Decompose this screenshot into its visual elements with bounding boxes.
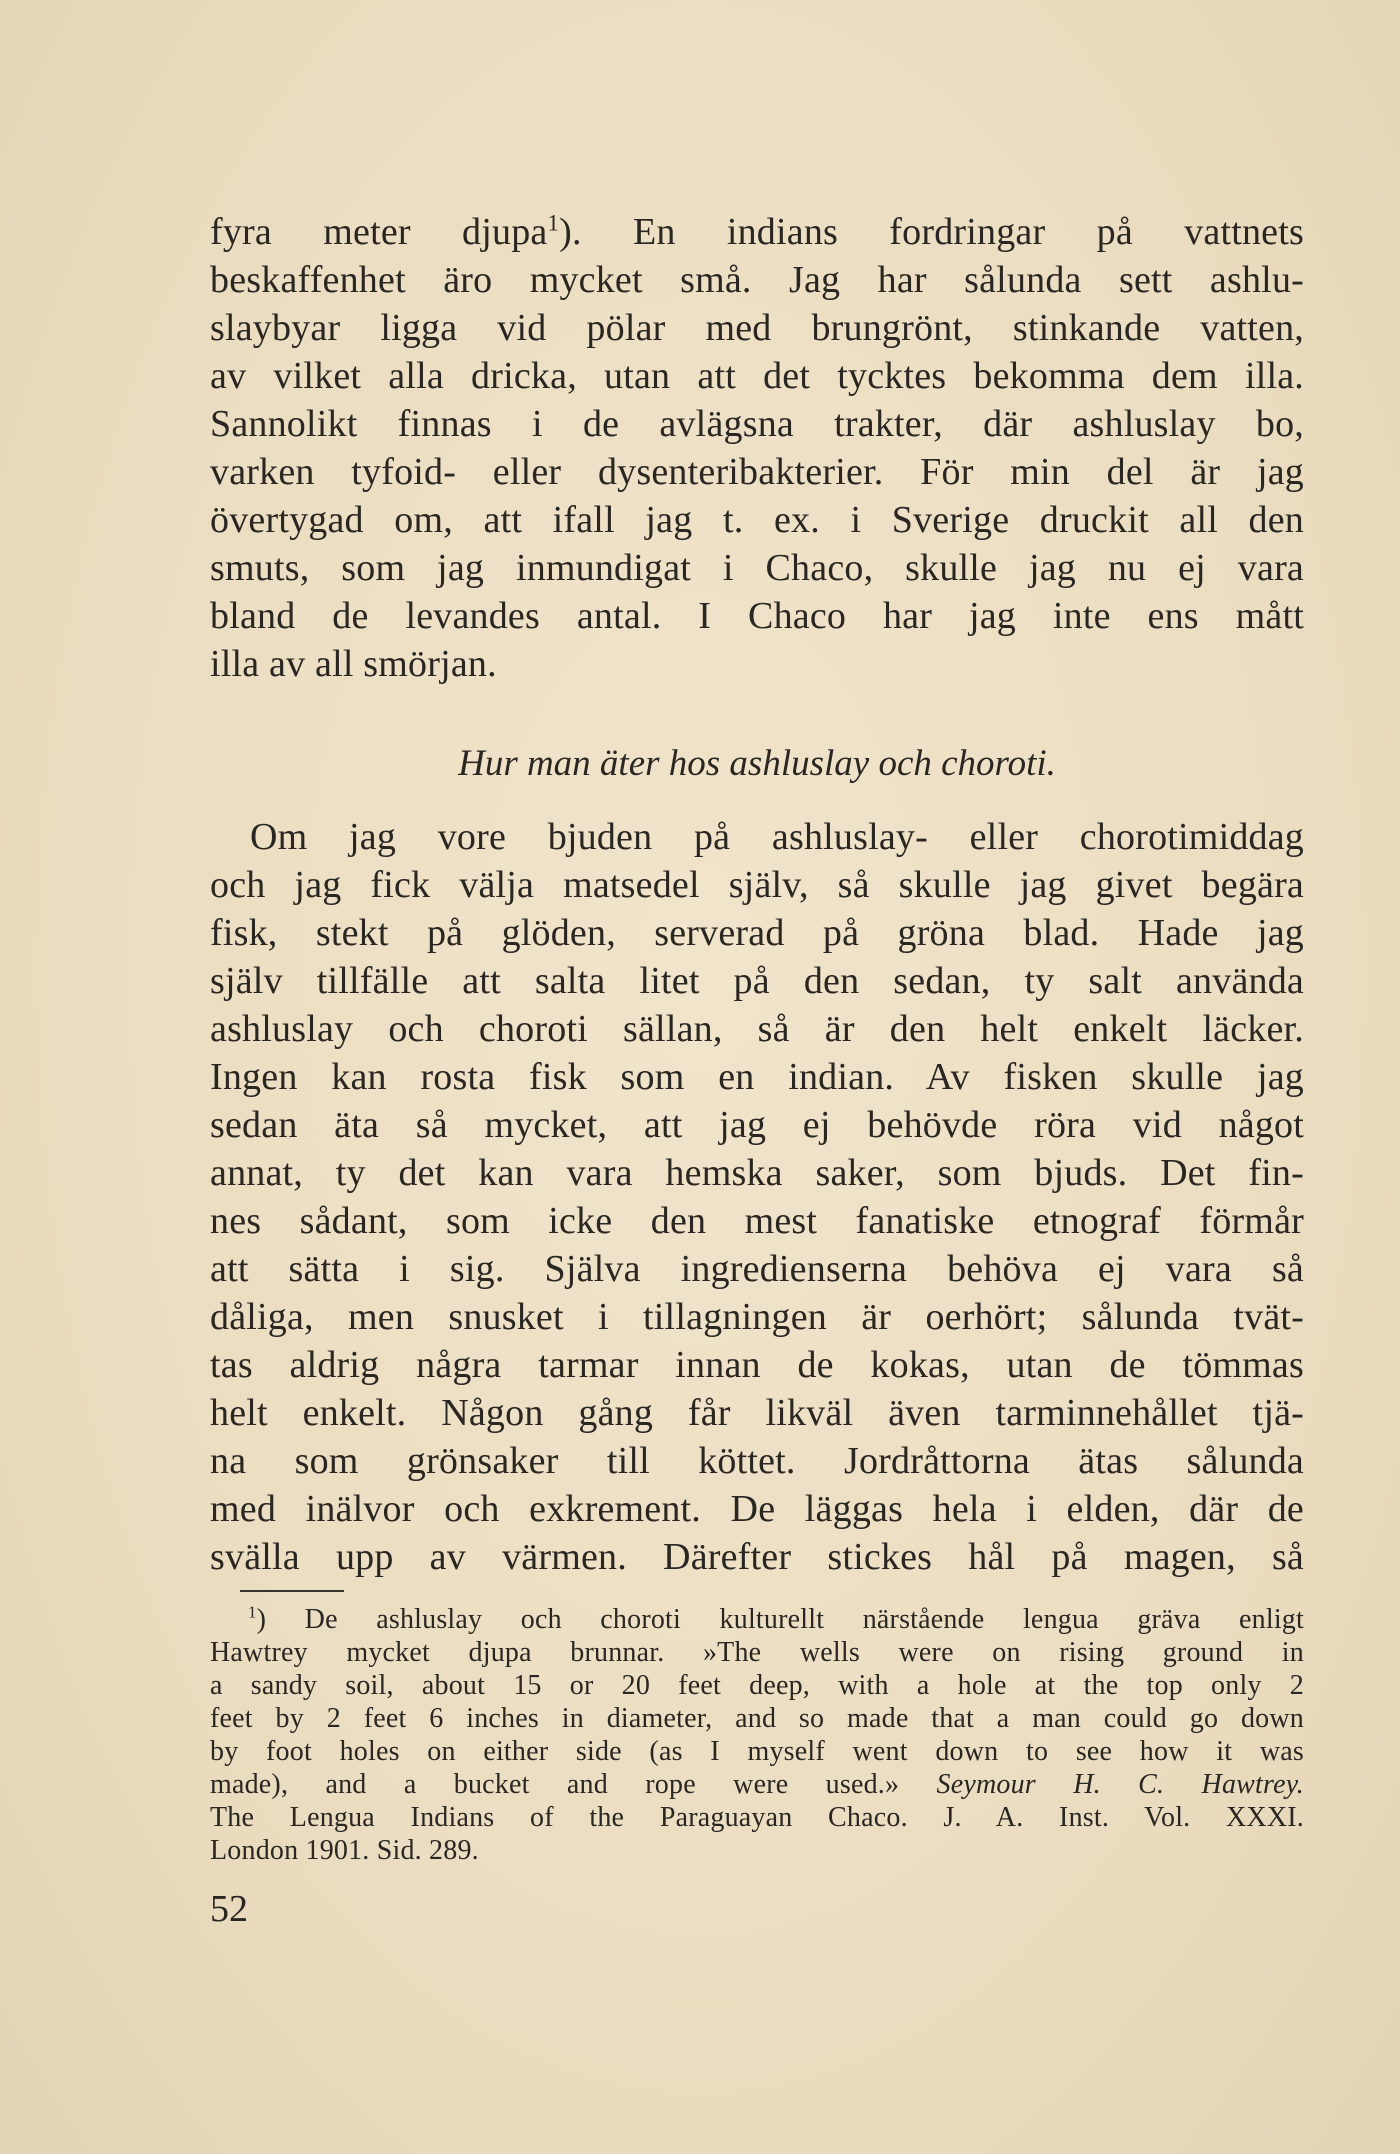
text-line: bland de levandes antal. I Chaco har jag inte ens mått xyxy=(210,595,1304,637)
paragraph-water xyxy=(210,208,1304,688)
text-line: Om jag vore bjuden på ashluslay- eller chorotimiddag xyxy=(250,816,1304,858)
section-heading: Hur man äter hos ashluslay och choroti. xyxy=(458,743,1056,784)
text-line: själv tillfälle att salta litet på den sedan, ty salt använda xyxy=(210,960,1304,1002)
text-line: beskaffenhet äro mycket små. Jag har sålunda sett ashlu- xyxy=(210,259,1304,301)
text-line: övertygad om, att ifall jag t. ex. i Sverige druckit all den xyxy=(210,499,1304,541)
footnote xyxy=(210,1603,1304,1867)
text-line: illa av all smörjan. xyxy=(210,643,497,685)
footnote-marker: 1 xyxy=(248,1602,257,1622)
text-line: att sätta i sig. Själva ingredienserna behöva ej vara så xyxy=(210,1248,1304,1290)
text-line: tas aldrig några tarmar innan de kokas, utan de tömmas xyxy=(210,1344,1304,1386)
text-line: sedan äta så mycket, att jag ej behövde röra vid något xyxy=(210,1104,1304,1146)
footnote-line: Hawtrey mycket djupa brunnar. »The wells were on rising ground in xyxy=(210,1637,1304,1668)
footnote-line: London 1901. Sid. 289. xyxy=(210,1835,479,1866)
footnote-line: The Lengua Indians of the Paraguayan Chaco. J. A. Inst. Vol. XXXI. xyxy=(210,1802,1304,1833)
text-line: och jag fick välja matsedel själv, så skulle jag givet begära xyxy=(210,864,1304,906)
footnote-line: a sandy soil, about 15 or 20 feet deep, with a hole at the top only 2 xyxy=(210,1670,1304,1701)
footnote-line: by foot holes on either side (as I myself went down to see how it was xyxy=(210,1736,1304,1767)
text-line: fyra meter djupa$^1$). En indians fordringar på vattnets xyxy=(210,210,1304,253)
text-line: Ingen kan rosta fisk som en indian. Av fisken skulle jag xyxy=(210,1056,1304,1098)
text-line: smuts, som jag inmundigat i Chaco, skulle jag nu ej vara xyxy=(210,547,1304,589)
footnote-line: made), and a bucket and rope were used.» Seymour H. C. Hawtrey. xyxy=(210,1769,1305,1800)
text-line: fisk, stekt på glöden, serverad på gröna blad. Hade jag xyxy=(210,912,1304,954)
text-line: slaybyar ligga vid pölar med brungrönt, stinkande vatten, xyxy=(210,307,1304,349)
paragraph-food xyxy=(210,813,1304,1581)
text-line: Sannolikt finnas i de avlägsna trakter, där ashluslay bo, xyxy=(210,403,1304,445)
footnote-line: $^1$) De ashluslay och choroti kulturellt närstående lengua gräva enligt xyxy=(248,1602,1304,1635)
citation-author: Seymour H. C. Hawtrey. xyxy=(936,1769,1305,1800)
footnote-line: feet by 2 feet 6 inches in diameter, and so made that a man could go down xyxy=(210,1703,1304,1734)
text-line: svälla upp av värmen. Därefter stickes hål på magen, så xyxy=(210,1536,1304,1578)
text-line: nes sådant, som icke den mest fanatiske etnograf förmår xyxy=(210,1200,1304,1242)
text-line: dåliga, men snusket i tillagningen är oerhört; sålunda tvät- xyxy=(210,1296,1304,1338)
text-line: med inälvor och exkrement. De läggas hela i elden, där de xyxy=(210,1488,1304,1530)
text-line: ashluslay och choroti sällan, så är den helt enkelt läcker. xyxy=(210,1008,1304,1050)
page-number: 52 xyxy=(210,1888,248,1930)
footnote-marker: 1 xyxy=(547,210,560,236)
text-line: helt enkelt. Någon gång får likväl även tarminnehållet tjä- xyxy=(210,1392,1304,1434)
text-line: av vilket alla dricka, utan att det tycktes bekomma dem illa. xyxy=(210,355,1304,397)
text-line: na som grönsaker till köttet. Jordråttorna ätas sålunda xyxy=(210,1440,1304,1482)
text-line: varken tyfoid- eller dysenteribakterier. För min del är jag xyxy=(210,451,1304,493)
footnote-divider xyxy=(240,1590,344,1592)
text-line: annat, ty det kan vara hemska saker, som bjuds. Det fin- xyxy=(210,1152,1304,1194)
